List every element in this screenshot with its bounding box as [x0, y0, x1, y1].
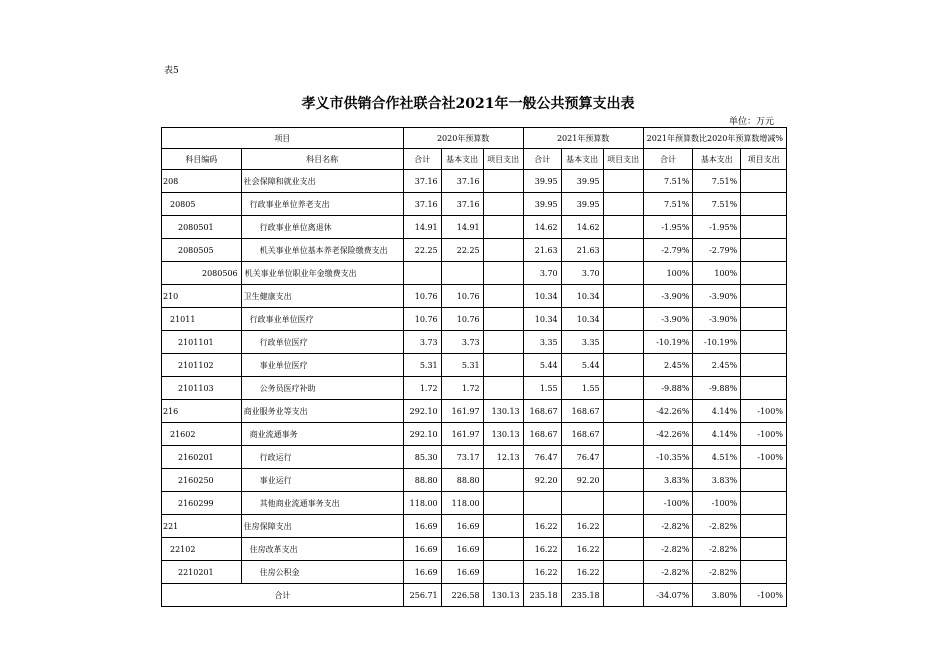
- row-code: 21011: [162, 308, 242, 331]
- table-row: [162, 354, 787, 377]
- row-chg-cell: [741, 515, 787, 538]
- total-v2020-cell: 226.58: [441, 584, 483, 607]
- row-v2020-cell: 3.73: [403, 331, 441, 354]
- row-chg-cell: 3.83%: [693, 469, 741, 492]
- header-2021-total: 合计: [523, 149, 561, 170]
- row-chg-cell: -100%: [741, 423, 787, 446]
- row-chg-cell: 100%: [693, 262, 741, 285]
- row-v2020-cell: 12.13: [483, 446, 523, 469]
- row-v2021-cell: 76.47: [523, 446, 561, 469]
- row-chg-cell: [741, 262, 787, 285]
- row-v2021-cell: [603, 354, 643, 377]
- row-v2021-cell: 5.44: [523, 354, 561, 377]
- row-chg-cell: -2.82%: [643, 561, 693, 584]
- row-v2020-cell: [483, 331, 523, 354]
- row-code: 208: [162, 170, 242, 193]
- row-v2021-cell: 168.67: [561, 423, 603, 446]
- row-v2021-cell: [603, 331, 643, 354]
- row-code: 210: [162, 285, 242, 308]
- row-v2021-cell: [603, 561, 643, 584]
- row-v2021-cell: [603, 423, 643, 446]
- row-chg-cell: 4.14%: [693, 400, 741, 423]
- row-chg-cell: -100%: [741, 400, 787, 423]
- total-v2020-cell: 256.71: [403, 584, 441, 607]
- row-chg-cell: [741, 377, 787, 400]
- row-code: 2210201: [162, 561, 242, 584]
- row-v2020-cell: [483, 515, 523, 538]
- header-row-columns: [162, 149, 787, 170]
- row-chg-cell: [741, 538, 787, 561]
- table-row: [162, 377, 787, 400]
- row-chg-cell: -10.19%: [643, 331, 693, 354]
- row-name: 行政运行: [241, 446, 403, 469]
- row-chg-cell: -2.82%: [643, 515, 693, 538]
- row-chg-cell: 2.45%: [693, 354, 741, 377]
- row-v2020-cell: 161.97: [441, 400, 483, 423]
- row-v2020-cell: 161.97: [441, 423, 483, 446]
- total-v2021-cell: 235.18: [561, 584, 603, 607]
- row-v2021-cell: [603, 492, 643, 515]
- row-chg-cell: -9.88%: [693, 377, 741, 400]
- row-v2020-cell: 10.76: [441, 308, 483, 331]
- table-row: [162, 285, 787, 308]
- row-name: 住房改革支出: [241, 538, 403, 561]
- row-chg-cell: -100%: [693, 492, 741, 515]
- row-code: 2101101: [162, 331, 242, 354]
- row-v2020-cell: [483, 469, 523, 492]
- row-code: 2160299: [162, 492, 242, 515]
- row-chg-cell: -10.19%: [693, 331, 741, 354]
- row-v2020-cell: 37.16: [441, 193, 483, 216]
- row-name: 卫生健康支出: [241, 285, 403, 308]
- row-chg-cell: [741, 216, 787, 239]
- row-v2021-cell: [603, 538, 643, 561]
- row-chg-cell: [741, 492, 787, 515]
- row-v2020-cell: 118.00: [403, 492, 441, 515]
- row-v2020-cell: [483, 561, 523, 584]
- row-v2021-cell: [603, 515, 643, 538]
- row-chg-cell: -42.26%: [643, 400, 693, 423]
- row-v2021-cell: 16.22: [523, 538, 561, 561]
- row-v2020-cell: 16.69: [403, 515, 441, 538]
- row-v2021-cell: [523, 492, 561, 515]
- row-v2020-cell: 16.69: [403, 538, 441, 561]
- row-v2021-cell: 21.63: [561, 239, 603, 262]
- row-v2021-cell: [603, 216, 643, 239]
- row-v2020-cell: [483, 193, 523, 216]
- page-title: 孝义市供销合作社联合社2021年一般公共预算支出表: [301, 96, 635, 112]
- unit-label: 单位：万元: [728, 117, 774, 127]
- row-code: 2101103: [162, 377, 242, 400]
- header-code: 科目编码: [162, 149, 242, 170]
- row-name: 机关事业单位基本养老保险缴费支出: [241, 239, 403, 262]
- row-name: 机关事业单位职业年金缴费支出: [241, 262, 403, 285]
- row-v2020-cell: 14.91: [441, 216, 483, 239]
- row-chg-cell: -9.88%: [643, 377, 693, 400]
- row-v2020-cell: [483, 170, 523, 193]
- row-v2021-cell: 76.47: [561, 446, 603, 469]
- row-v2020-cell: 85.30: [403, 446, 441, 469]
- header-2021-project: 项目支出: [603, 149, 643, 170]
- row-v2020-cell: 5.31: [403, 354, 441, 377]
- row-name: 行政单位医疗: [241, 331, 403, 354]
- row-v2020-cell: [483, 262, 523, 285]
- table-row: [162, 170, 787, 193]
- table-row: [162, 400, 787, 423]
- table-row: [162, 423, 787, 446]
- row-v2021-cell: [603, 377, 643, 400]
- row-name: 商业服务业等支出: [241, 400, 403, 423]
- table-row: [162, 446, 787, 469]
- row-name: 行政事业单位离退休: [241, 216, 403, 239]
- row-name: 社会保障和就业支出: [241, 170, 403, 193]
- row-v2020-cell: 22.25: [441, 239, 483, 262]
- table-row: [162, 515, 787, 538]
- row-v2020-cell: [483, 492, 523, 515]
- row-chg-cell: [741, 331, 787, 354]
- row-v2021-cell: 3.35: [561, 331, 603, 354]
- header-change-project: 项目支出: [741, 149, 787, 170]
- row-v2020-cell: 1.72: [403, 377, 441, 400]
- row-code: 2080506: [162, 262, 242, 285]
- table-row: [162, 331, 787, 354]
- header-row-groups: [162, 128, 787, 149]
- total-v2021-cell: [603, 584, 643, 607]
- row-v2021-cell: 168.67: [561, 400, 603, 423]
- row-v2021-cell: [603, 262, 643, 285]
- row-v2020-cell: [441, 262, 483, 285]
- row-v2020-cell: 292.10: [403, 423, 441, 446]
- table-row: [162, 492, 787, 515]
- row-code: 2080505: [162, 239, 242, 262]
- header-2020-basic: 基本支出: [441, 149, 483, 170]
- row-name: 公务员医疗补助: [241, 377, 403, 400]
- row-chg-cell: [741, 239, 787, 262]
- row-chg-cell: [741, 308, 787, 331]
- row-chg-cell: -3.90%: [643, 285, 693, 308]
- row-chg-cell: -10.35%: [643, 446, 693, 469]
- row-v2021-cell: 16.22: [561, 561, 603, 584]
- total-row: [162, 584, 787, 607]
- header-2020: 2020年预算数: [403, 128, 523, 149]
- row-v2021-cell: 1.55: [561, 377, 603, 400]
- row-v2020-cell: 88.80: [441, 469, 483, 492]
- row-v2020-cell: 130.13: [483, 423, 523, 446]
- row-chg-cell: -3.90%: [643, 308, 693, 331]
- row-v2021-cell: 10.34: [561, 308, 603, 331]
- row-name: 事业单位医疗: [241, 354, 403, 377]
- total-v2020-cell: 130.13: [483, 584, 523, 607]
- total-label: 合计: [162, 584, 404, 607]
- row-chg-cell: -1.95%: [693, 216, 741, 239]
- row-chg-cell: [741, 193, 787, 216]
- row-v2020-cell: 118.00: [441, 492, 483, 515]
- header-2020-project: 项目支出: [483, 149, 523, 170]
- table-row: [162, 193, 787, 216]
- row-chg-cell: -2.82%: [643, 538, 693, 561]
- row-code: 2160201: [162, 446, 242, 469]
- row-v2021-cell: 10.34: [523, 285, 561, 308]
- row-v2020-cell: 16.69: [441, 561, 483, 584]
- row-chg-cell: -42.26%: [643, 423, 693, 446]
- row-v2020-cell: 292.10: [403, 400, 441, 423]
- row-v2020-cell: 5.31: [441, 354, 483, 377]
- row-v2021-cell: 14.62: [523, 216, 561, 239]
- row-chg-cell: 100%: [643, 262, 693, 285]
- row-v2021-cell: [603, 400, 643, 423]
- table-row: [162, 239, 787, 262]
- row-v2021-cell: 16.22: [523, 515, 561, 538]
- row-code: 2101102: [162, 354, 242, 377]
- row-chg-cell: 4.14%: [693, 423, 741, 446]
- row-v2021-cell: 168.67: [523, 423, 561, 446]
- row-chg-cell: [741, 285, 787, 308]
- row-v2021-cell: 3.70: [523, 262, 561, 285]
- row-v2020-cell: 10.76: [441, 285, 483, 308]
- row-v2020-cell: 3.73: [441, 331, 483, 354]
- header-2020-total: 合计: [403, 149, 441, 170]
- row-v2020-cell: 10.76: [403, 308, 441, 331]
- row-v2020-cell: 22.25: [403, 239, 441, 262]
- row-v2020-cell: 130.13: [483, 400, 523, 423]
- row-chg-cell: -100%: [643, 492, 693, 515]
- row-code: 216: [162, 400, 242, 423]
- row-v2021-cell: 1.55: [523, 377, 561, 400]
- row-chg-cell: 7.51%: [693, 193, 741, 216]
- row-v2021-cell: 92.20: [561, 469, 603, 492]
- total-v2021-cell: 235.18: [523, 584, 561, 607]
- row-chg-cell: -2.82%: [693, 538, 741, 561]
- row-name: 行政事业单位养老支出: [241, 193, 403, 216]
- row-name: 其他商业流通事务支出: [241, 492, 403, 515]
- row-chg-cell: -2.79%: [693, 239, 741, 262]
- header-change: 2021年预算数比2020年预算数增减%: [643, 128, 786, 149]
- row-v2021-cell: 39.95: [561, 193, 603, 216]
- row-v2021-cell: [603, 285, 643, 308]
- row-v2021-cell: 16.22: [523, 561, 561, 584]
- row-chg-cell: [741, 469, 787, 492]
- row-chg-cell: 7.51%: [693, 170, 741, 193]
- table-row: [162, 469, 787, 492]
- row-v2021-cell: [603, 308, 643, 331]
- row-v2020-cell: [483, 285, 523, 308]
- row-v2021-cell: 92.20: [523, 469, 561, 492]
- row-chg-cell: -3.90%: [693, 285, 741, 308]
- row-v2021-cell: 39.95: [561, 170, 603, 193]
- total-chg-cell: -100%: [741, 584, 787, 607]
- header-2021: 2021年预算数: [523, 128, 643, 149]
- row-name: 事业运行: [241, 469, 403, 492]
- row-v2020-cell: [483, 354, 523, 377]
- table-number-label: 表5: [164, 66, 179, 76]
- row-v2021-cell: 39.95: [523, 193, 561, 216]
- row-v2020-cell: 1.72: [441, 377, 483, 400]
- row-chg-cell: 4.51%: [693, 446, 741, 469]
- row-chg-cell: 7.51%: [643, 193, 693, 216]
- row-v2020-cell: 16.69: [441, 538, 483, 561]
- row-v2021-cell: [603, 193, 643, 216]
- row-v2020-cell: [403, 262, 441, 285]
- row-chg-cell: -2.82%: [693, 515, 741, 538]
- row-v2021-cell: 10.34: [561, 285, 603, 308]
- row-v2021-cell: 39.95: [523, 170, 561, 193]
- row-v2020-cell: 37.16: [441, 170, 483, 193]
- row-name: 住房保障支出: [241, 515, 403, 538]
- row-v2020-cell: 16.69: [441, 515, 483, 538]
- row-v2020-cell: [483, 377, 523, 400]
- row-v2020-cell: [483, 538, 523, 561]
- budget-table: [161, 127, 787, 607]
- row-v2021-cell: [603, 239, 643, 262]
- row-chg-cell: [741, 561, 787, 584]
- row-name: 商业流通事务: [241, 423, 403, 446]
- row-v2020-cell: [483, 239, 523, 262]
- row-chg-cell: [741, 170, 787, 193]
- row-v2021-cell: 3.70: [561, 262, 603, 285]
- row-v2021-cell: 14.62: [561, 216, 603, 239]
- row-v2020-cell: 10.76: [403, 285, 441, 308]
- row-v2021-cell: [603, 469, 643, 492]
- row-chg-cell: 2.45%: [643, 354, 693, 377]
- row-chg-cell: 3.83%: [643, 469, 693, 492]
- header-change-total: 合计: [643, 149, 693, 170]
- table-row: [162, 216, 787, 239]
- table-row: [162, 262, 787, 285]
- row-v2021-cell: 21.63: [523, 239, 561, 262]
- row-chg-cell: -2.79%: [643, 239, 693, 262]
- row-chg-cell: -3.90%: [693, 308, 741, 331]
- row-chg-cell: 7.51%: [643, 170, 693, 193]
- header-2021-basic: 基本支出: [561, 149, 603, 170]
- row-v2021-cell: [603, 170, 643, 193]
- row-v2020-cell: 88.80: [403, 469, 441, 492]
- row-code: 20805: [162, 193, 242, 216]
- row-v2021-cell: 3.35: [523, 331, 561, 354]
- table-row: [162, 538, 787, 561]
- table-row: [162, 561, 787, 584]
- row-v2020-cell: 16.69: [403, 561, 441, 584]
- row-v2021-cell: 16.22: [561, 538, 603, 561]
- header-change-basic: 基本支出: [693, 149, 741, 170]
- row-code: 2080501: [162, 216, 242, 239]
- row-chg-cell: -2.82%: [693, 561, 741, 584]
- row-code: 221: [162, 515, 242, 538]
- row-v2020-cell: [483, 308, 523, 331]
- row-v2020-cell: 37.16: [403, 170, 441, 193]
- row-v2021-cell: [603, 446, 643, 469]
- row-code: 2160250: [162, 469, 242, 492]
- row-name: 住房公积金: [241, 561, 403, 584]
- row-chg-cell: -100%: [741, 446, 787, 469]
- row-code: 22102: [162, 538, 242, 561]
- row-v2021-cell: [561, 492, 603, 515]
- row-name: 行政事业单位医疗: [241, 308, 403, 331]
- row-chg-cell: [741, 354, 787, 377]
- row-v2020-cell: 73.17: [441, 446, 483, 469]
- header-name: 科目名称: [241, 149, 403, 170]
- row-v2021-cell: 10.34: [523, 308, 561, 331]
- row-v2020-cell: 37.16: [403, 193, 441, 216]
- row-v2021-cell: 168.67: [523, 400, 561, 423]
- row-chg-cell: -1.95%: [643, 216, 693, 239]
- total-chg-cell: 3.80%: [693, 584, 741, 607]
- total-chg-cell: -34.07%: [643, 584, 693, 607]
- row-code: 21602: [162, 423, 242, 446]
- row-v2020-cell: [483, 216, 523, 239]
- row-v2020-cell: 14.91: [403, 216, 441, 239]
- row-v2021-cell: 5.44: [561, 354, 603, 377]
- row-v2021-cell: 16.22: [561, 515, 603, 538]
- table-row: [162, 308, 787, 331]
- header-item: 项目: [162, 128, 404, 149]
